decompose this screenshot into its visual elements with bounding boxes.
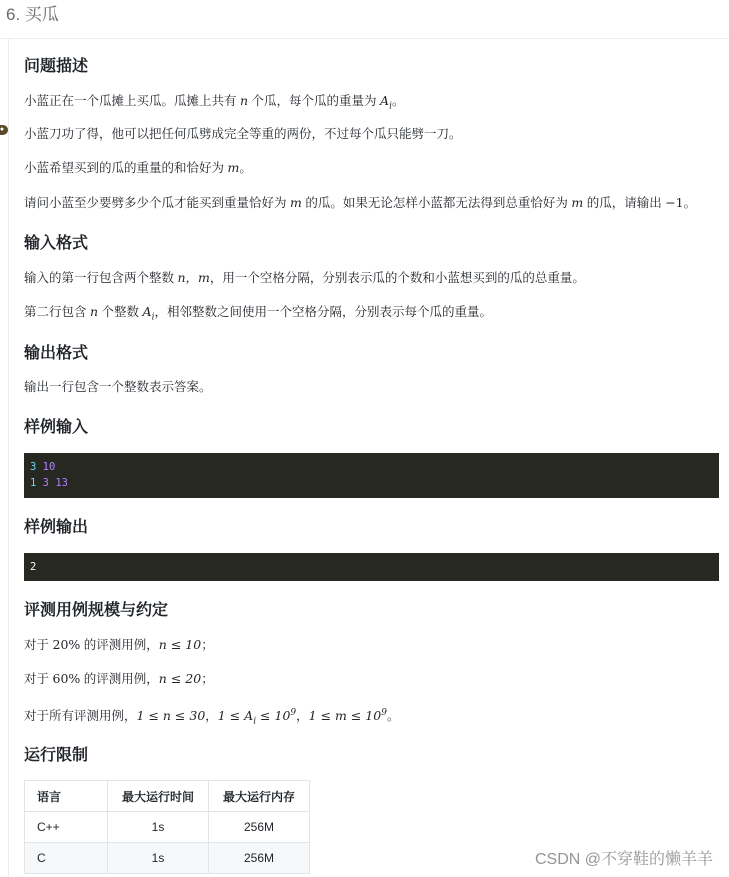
math-n: n <box>90 304 99 319</box>
text: 。 <box>683 196 697 210</box>
percent-value: 60% <box>52 671 81 686</box>
math-expr: n ≤ 10 <box>158 637 202 652</box>
math-ai: $A_i$ <box>380 93 392 112</box>
text: 。 <box>386 709 400 724</box>
sample-output-code <box>24 553 719 581</box>
text: 对于 <box>24 638 50 652</box>
math-neg-one: −1 <box>665 195 684 210</box>
table-row <box>25 843 310 874</box>
sample-input-code <box>24 453 719 498</box>
page-title: 6. 买瓜 <box>6 5 59 24</box>
text: 的评测用例， <box>83 638 159 652</box>
table-cell: 256M <box>209 843 310 874</box>
text: 小蓝希望买到的瓜的重量的和恰好为 <box>24 161 225 175</box>
text: 个瓜，每个瓜的重量为 <box>251 94 377 108</box>
text: 第二行包含 <box>24 305 87 319</box>
math-expr: $1 \le A_i \le 10^9$ <box>217 708 297 727</box>
text: 的评测用例， <box>83 672 159 686</box>
math-m: m <box>290 195 302 210</box>
constraints-heading: 评测用例规模与约定 <box>24 602 169 619</box>
description-line-4 <box>24 193 696 213</box>
constraints-line-1 <box>24 635 214 655</box>
input-format-heading: 输入格式 <box>24 235 89 252</box>
table-row <box>25 812 310 843</box>
limits-heading: 运行限制 <box>24 747 89 764</box>
text: 。 <box>391 94 405 108</box>
text: 对于 <box>24 672 50 686</box>
table-header-row <box>25 781 310 812</box>
input-format-line-1 <box>24 268 585 288</box>
text: ，相邻整数之间使用一个空格分隔，分别表示每个瓜的重量。 <box>154 305 492 319</box>
csdn-watermark: CSDN @不穿鞋的懒羊羊 <box>534 851 713 868</box>
text: ，用一个空格分隔，分别表示瓜的个数和小蓝想买到的瓜的总重量。 <box>209 271 585 285</box>
column-header: 最大运行内存 <box>209 781 310 812</box>
text: ， <box>296 709 309 724</box>
title-divider <box>0 38 729 39</box>
text: 。 <box>239 161 252 175</box>
text: 个整数 <box>101 305 140 319</box>
column-header: 语言 <box>25 781 108 812</box>
text: 输入的第一行包含两个整数 <box>24 271 175 285</box>
table-cell: C++ <box>25 812 108 843</box>
math-m: m <box>571 195 584 210</box>
text: ； <box>201 672 214 686</box>
text: ； <box>201 638 214 652</box>
table-cell: C <box>25 843 108 874</box>
text: ， <box>205 709 218 724</box>
code-line: 2 <box>30 561 37 573</box>
sample-output-heading: 样例输出 <box>24 519 89 536</box>
math-expr: n ≤ 20 <box>158 671 202 686</box>
table-cell: 1s <box>108 812 209 843</box>
code-line: 3 10 <box>30 461 56 473</box>
constraints-line-3 <box>24 703 399 732</box>
text: 的瓜，请输出 <box>586 196 662 210</box>
output-format-heading: 输出格式 <box>24 345 89 362</box>
text: 的瓜。如果无论怎样小蓝都无法得到总重恰好为 <box>305 196 568 210</box>
description-line-3 <box>24 158 252 178</box>
table-cell: 256M <box>209 812 310 843</box>
limits-table <box>24 780 310 874</box>
output-format-line-1: 输出一行包含一个整数表示答案。 <box>24 380 212 394</box>
math-n: n <box>240 93 249 108</box>
math-ai: $A_i$ <box>142 304 155 323</box>
constraints-line-2 <box>24 669 214 689</box>
table-cell: 1s <box>108 843 209 874</box>
percent-value: 20% <box>52 637 81 652</box>
sample-input-heading: 样例输入 <box>24 419 89 436</box>
text: 对于所有评测用例， <box>24 709 137 724</box>
text: 请问小蓝至少要劈多少个瓜才能买到重量恰好为 <box>24 196 287 210</box>
side-marker-icon: ● <box>0 125 8 135</box>
math-expr: 1 ≤ n ≤ 30 <box>136 708 206 724</box>
input-format-line-2 <box>24 302 492 328</box>
column-header: 最大运行时间 <box>108 781 209 812</box>
description-line-1 <box>24 91 404 117</box>
description-heading: 问题描述 <box>24 58 89 75</box>
description-line-2: 小蓝刀功了得，他可以把任何瓜劈成完全等重的两份，不过每个瓜只能劈一刀。 <box>24 127 462 141</box>
math-expr: $1 \le m \le 10^9$ <box>308 708 387 724</box>
content-left-border <box>8 39 9 877</box>
math-n-m: n，m <box>177 270 210 285</box>
text: 小蓝正在一个瓜摊上买瓜。瓜摊上共有 <box>24 94 237 108</box>
code-line: 1 3 13 <box>30 477 68 489</box>
math-m: m <box>227 160 240 175</box>
